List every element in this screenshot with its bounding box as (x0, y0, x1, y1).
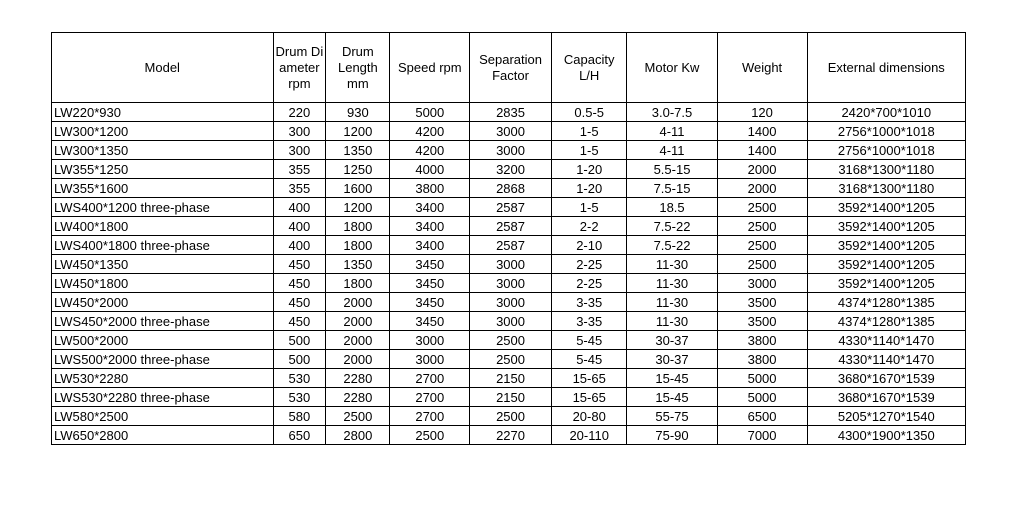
header-row (52, 33, 966, 103)
drum-diameter-cell: 220 (273, 103, 326, 122)
motor-cell: 18.5 (627, 198, 717, 217)
motor-cell: 7.5-22 (627, 217, 717, 236)
model-cell: LW400*1800 (52, 217, 274, 236)
drum-diameter-cell: 650 (273, 426, 326, 445)
drum-diameter-cell: 400 (273, 217, 326, 236)
speed-cell: 3450 (390, 312, 470, 331)
motor-cell: 7.5-22 (627, 236, 717, 255)
capacity-cell: 20-80 (551, 407, 627, 426)
header-capacity: Capacity L/H (551, 33, 627, 103)
weight-cell: 2000 (717, 179, 807, 198)
dimensions-cell: 4330*1140*1470 (807, 350, 965, 369)
capacity-cell: 2-25 (551, 255, 627, 274)
drum-diameter-cell: 300 (273, 141, 326, 160)
motor-cell: 4-11 (627, 141, 717, 160)
model-cell: LWS500*2000 three-phase (52, 350, 274, 369)
motor-cell: 5.5-15 (627, 160, 717, 179)
dimensions-cell: 2756*1000*1018 (807, 141, 965, 160)
table-row (52, 312, 966, 331)
separation-factor-cell: 3000 (470, 293, 552, 312)
speed-cell: 2700 (390, 388, 470, 407)
separation-factor-cell: 3000 (470, 255, 552, 274)
motor-cell: 30-37 (627, 331, 717, 350)
capacity-cell: 3-35 (551, 312, 627, 331)
model-cell: LW580*2500 (52, 407, 274, 426)
drum-length-cell: 2000 (326, 312, 390, 331)
model-cell: LW450*1800 (52, 274, 274, 293)
motor-cell: 30-37 (627, 350, 717, 369)
capacity-cell: 2-2 (551, 217, 627, 236)
motor-cell: 75-90 (627, 426, 717, 445)
speed-cell: 3800 (390, 179, 470, 198)
separation-factor-cell: 2500 (470, 331, 552, 350)
weight-cell: 3800 (717, 331, 807, 350)
drum-length-cell: 1350 (326, 141, 390, 160)
capacity-cell: 0.5-5 (551, 103, 627, 122)
drum-length-cell: 1800 (326, 217, 390, 236)
model-cell: LW355*1600 (52, 179, 274, 198)
header-model: Model (52, 33, 274, 103)
dimensions-cell: 4374*1280*1385 (807, 293, 965, 312)
motor-cell: 11-30 (627, 274, 717, 293)
drum-length-cell: 1800 (326, 274, 390, 293)
table-row (52, 160, 966, 179)
capacity-cell: 1-5 (551, 198, 627, 217)
separation-factor-cell: 3000 (470, 274, 552, 293)
weight-cell: 3500 (717, 312, 807, 331)
drum-diameter-cell: 450 (273, 312, 326, 331)
header-weight: Weight (717, 33, 807, 103)
weight-cell: 3000 (717, 274, 807, 293)
dimensions-cell: 2420*700*1010 (807, 103, 965, 122)
separation-factor-cell: 2587 (470, 198, 552, 217)
separation-factor-cell: 2835 (470, 103, 552, 122)
table-body (52, 103, 966, 445)
table-row (52, 331, 966, 350)
speed-cell: 4000 (390, 160, 470, 179)
table-row (52, 179, 966, 198)
model-cell: LW450*2000 (52, 293, 274, 312)
drum-diameter-cell: 355 (273, 160, 326, 179)
motor-cell: 4-11 (627, 122, 717, 141)
speed-cell: 3400 (390, 217, 470, 236)
model-cell: LW355*1250 (52, 160, 274, 179)
drum-diameter-cell: 355 (273, 179, 326, 198)
speed-cell: 3400 (390, 198, 470, 217)
capacity-cell: 15-65 (551, 369, 627, 388)
capacity-cell: 20-110 (551, 426, 627, 445)
table-row (52, 217, 966, 236)
dimensions-cell: 3592*1400*1205 (807, 255, 965, 274)
dimensions-cell: 3592*1400*1205 (807, 217, 965, 236)
model-cell: LWS530*2280 three-phase (52, 388, 274, 407)
capacity-cell: 1-20 (551, 160, 627, 179)
table-row (52, 407, 966, 426)
drum-diameter-cell: 300 (273, 122, 326, 141)
separation-factor-cell: 3000 (470, 312, 552, 331)
motor-cell: 11-30 (627, 293, 717, 312)
speed-cell: 3000 (390, 331, 470, 350)
motor-cell: 15-45 (627, 388, 717, 407)
speed-cell: 3000 (390, 350, 470, 369)
capacity-cell: 2-25 (551, 274, 627, 293)
drum-length-cell: 2280 (326, 369, 390, 388)
dimensions-cell: 3680*1670*1539 (807, 369, 965, 388)
header-separation-factor: Separation Factor (470, 33, 552, 103)
drum-length-cell: 2000 (326, 350, 390, 369)
weight-cell: 2500 (717, 255, 807, 274)
separation-factor-cell: 3000 (470, 122, 552, 141)
dimensions-cell: 3168*1300*1180 (807, 179, 965, 198)
dimensions-cell: 3592*1400*1205 (807, 236, 965, 255)
table-row (52, 236, 966, 255)
motor-cell: 3.0-7.5 (627, 103, 717, 122)
table-row (52, 293, 966, 312)
separation-factor-cell: 2150 (470, 388, 552, 407)
capacity-cell: 15-65 (551, 388, 627, 407)
dimensions-cell: 3680*1670*1539 (807, 388, 965, 407)
table-row (52, 103, 966, 122)
table-row (52, 350, 966, 369)
weight-cell: 6500 (717, 407, 807, 426)
drum-length-cell: 1800 (326, 236, 390, 255)
header-drum-length: Drum Length mm (326, 33, 390, 103)
motor-cell: 11-30 (627, 255, 717, 274)
header-drum-diameter: Drum Diameter rpm (273, 33, 326, 103)
drum-diameter-cell: 500 (273, 350, 326, 369)
weight-cell: 2500 (717, 217, 807, 236)
separation-factor-cell: 3200 (470, 160, 552, 179)
drum-length-cell: 2000 (326, 293, 390, 312)
table-row (52, 255, 966, 274)
separation-factor-cell: 3000 (470, 141, 552, 160)
speed-cell: 3400 (390, 236, 470, 255)
table-row (52, 198, 966, 217)
weight-cell: 1400 (717, 122, 807, 141)
drum-length-cell: 2000 (326, 331, 390, 350)
weight-cell: 2000 (717, 160, 807, 179)
capacity-cell: 1-20 (551, 179, 627, 198)
speed-cell: 4200 (390, 141, 470, 160)
model-cell: LW450*1350 (52, 255, 274, 274)
speed-cell: 3450 (390, 293, 470, 312)
model-cell: LW530*2280 (52, 369, 274, 388)
capacity-cell: 1-5 (551, 122, 627, 141)
separation-factor-cell: 2270 (470, 426, 552, 445)
drum-diameter-cell: 530 (273, 369, 326, 388)
weight-cell: 5000 (717, 369, 807, 388)
drum-length-cell: 930 (326, 103, 390, 122)
model-cell: LW220*930 (52, 103, 274, 122)
table-row (52, 122, 966, 141)
model-cell: LW500*2000 (52, 331, 274, 350)
drum-diameter-cell: 450 (273, 274, 326, 293)
separation-factor-cell: 2587 (470, 217, 552, 236)
table-row (52, 141, 966, 160)
motor-cell: 11-30 (627, 312, 717, 331)
spec-table (51, 32, 966, 445)
drum-length-cell: 2280 (326, 388, 390, 407)
drum-length-cell: 2800 (326, 426, 390, 445)
drum-diameter-cell: 530 (273, 388, 326, 407)
table-row (52, 369, 966, 388)
separation-factor-cell: 2868 (470, 179, 552, 198)
dimensions-cell: 5205*1270*1540 (807, 407, 965, 426)
drum-diameter-cell: 580 (273, 407, 326, 426)
capacity-cell: 3-35 (551, 293, 627, 312)
drum-length-cell: 1200 (326, 122, 390, 141)
separation-factor-cell: 2587 (470, 236, 552, 255)
speed-cell: 5000 (390, 103, 470, 122)
motor-cell: 15-45 (627, 369, 717, 388)
model-cell: LWS400*1200 three-phase (52, 198, 274, 217)
weight-cell: 7000 (717, 426, 807, 445)
separation-factor-cell: 2500 (470, 407, 552, 426)
speed-cell: 4200 (390, 122, 470, 141)
weight-cell: 5000 (717, 388, 807, 407)
dimensions-cell: 4300*1900*1350 (807, 426, 965, 445)
capacity-cell: 2-10 (551, 236, 627, 255)
separation-factor-cell: 2150 (470, 369, 552, 388)
separation-factor-cell: 2500 (470, 350, 552, 369)
dimensions-cell: 4374*1280*1385 (807, 312, 965, 331)
table-row (52, 274, 966, 293)
drum-length-cell: 1250 (326, 160, 390, 179)
table-row (52, 388, 966, 407)
drum-diameter-cell: 450 (273, 293, 326, 312)
drum-diameter-cell: 400 (273, 236, 326, 255)
weight-cell: 3500 (717, 293, 807, 312)
weight-cell: 2500 (717, 236, 807, 255)
drum-diameter-cell: 500 (273, 331, 326, 350)
drum-length-cell: 1200 (326, 198, 390, 217)
dimensions-cell: 3592*1400*1205 (807, 198, 965, 217)
drum-diameter-cell: 450 (273, 255, 326, 274)
capacity-cell: 5-45 (551, 350, 627, 369)
model-cell: LW650*2800 (52, 426, 274, 445)
model-cell: LWS450*2000 three-phase (52, 312, 274, 331)
header-speed: Speed rpm (390, 33, 470, 103)
speed-cell: 2500 (390, 426, 470, 445)
weight-cell: 3800 (717, 350, 807, 369)
table-row (52, 426, 966, 445)
weight-cell: 2500 (717, 198, 807, 217)
motor-cell: 55-75 (627, 407, 717, 426)
dimensions-cell: 2756*1000*1018 (807, 122, 965, 141)
dimensions-cell: 4330*1140*1470 (807, 331, 965, 350)
capacity-cell: 1-5 (551, 141, 627, 160)
header-external-dimensions: External dimensions (807, 33, 965, 103)
speed-cell: 2700 (390, 407, 470, 426)
drum-length-cell: 1350 (326, 255, 390, 274)
dimensions-cell: 3168*1300*1180 (807, 160, 965, 179)
speed-cell: 3450 (390, 255, 470, 274)
drum-length-cell: 2500 (326, 407, 390, 426)
model-cell: LW300*1350 (52, 141, 274, 160)
drum-diameter-cell: 400 (273, 198, 326, 217)
dimensions-cell: 3592*1400*1205 (807, 274, 965, 293)
speed-cell: 2700 (390, 369, 470, 388)
model-cell: LWS400*1800 three-phase (52, 236, 274, 255)
model-cell: LW300*1200 (52, 122, 274, 141)
capacity-cell: 5-45 (551, 331, 627, 350)
drum-length-cell: 1600 (326, 179, 390, 198)
motor-cell: 7.5-15 (627, 179, 717, 198)
weight-cell: 1400 (717, 141, 807, 160)
speed-cell: 3450 (390, 274, 470, 293)
header-motor: Motor Kw (627, 33, 717, 103)
weight-cell: 120 (717, 103, 807, 122)
